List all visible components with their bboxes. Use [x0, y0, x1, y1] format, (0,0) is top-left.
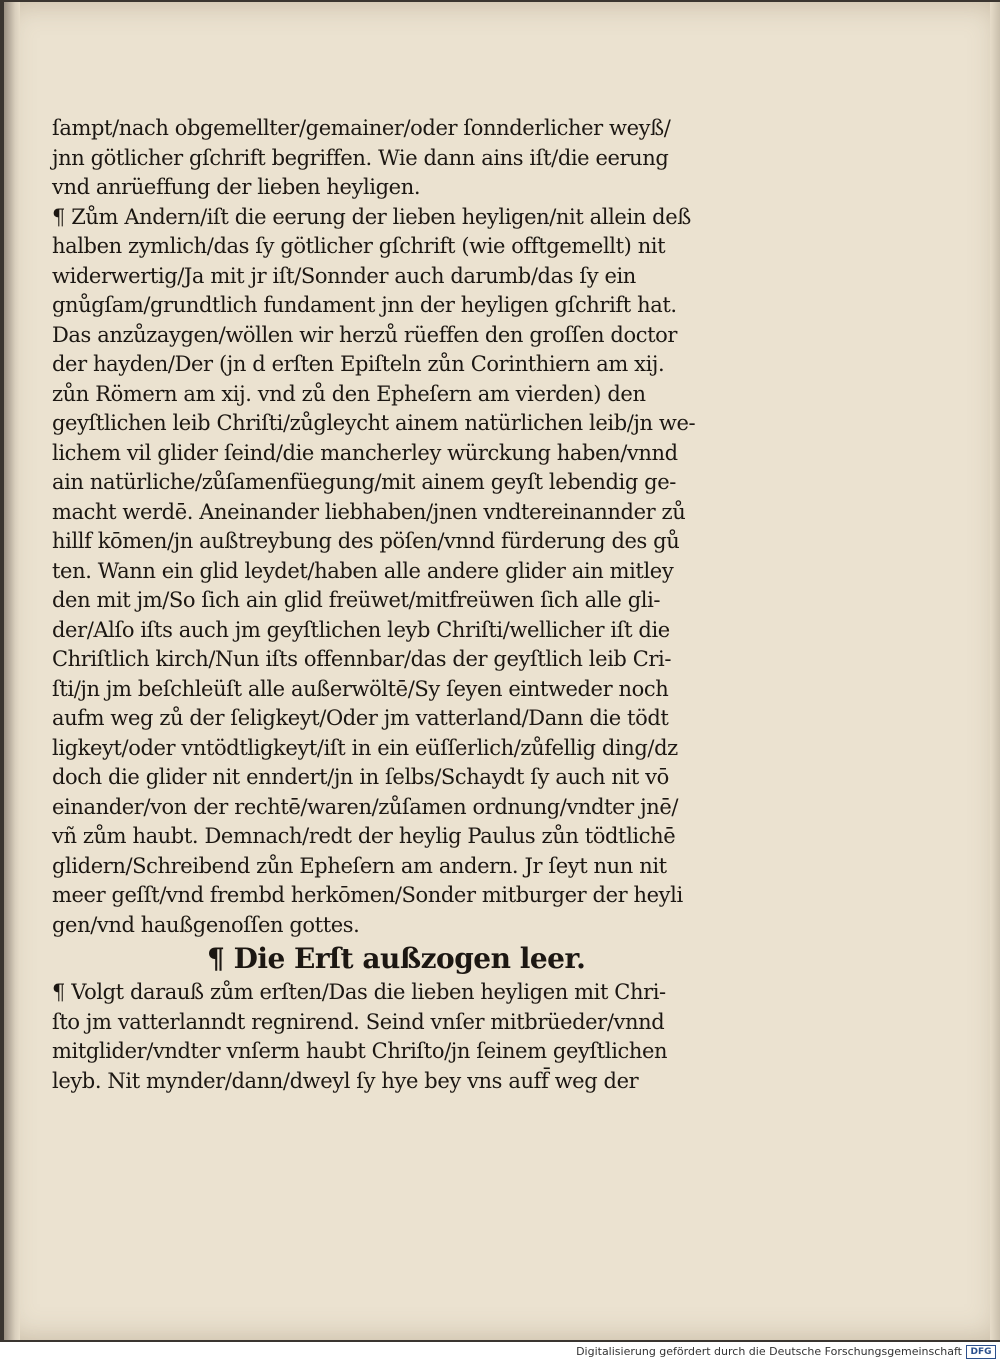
text-line: ſampt/nach obgemellter/gemainer/oder ſonnderlicher weyß/: [52, 116, 671, 140]
text-line: ¶ Volgt darauß zům erſten/Das die lieben heyligen mit Chri-: [52, 980, 666, 1004]
text-line: aufm weg zů der ſeligkeyt/Oder jm vatterland/Dann die tödt: [52, 706, 669, 730]
text-line: Das anzůzaygen/wöllen wir herzů rüeffen den groſſen doctor: [52, 322, 678, 347]
dfg-logo-icon: DFG: [966, 1345, 996, 1359]
page-right-edge: [990, 2, 1000, 1340]
text-line: lichem vil glider ſeind/die mancherley würckung haben/vnnd: [52, 440, 678, 465]
text-line: Chriſtlich kirch/Nun iſts offennbar/das der geyſtlich leib Cri-: [52, 647, 672, 671]
book-page: [4, 2, 1000, 1340]
page-spine-edge: [4, 2, 20, 1340]
text-line: meer geſſt/vnd frembd herkōmen/Sonder mitburger der heyli: [52, 883, 683, 907]
text-line: jnn götlicher gſchrift begriffen. Wie dann ains iſt/die eerung: [52, 145, 669, 170]
text-line: der hayden/Der (jn d erſten Epiſteln zůn Corinthiern am xij.: [52, 352, 665, 376]
text-line: ligkeyt/oder vntödtligkeyt/iſt in ein eüſſerlich/zůfellig ding/dz: [52, 735, 678, 760]
text-line: halben zymlich/das ſy götlicher gſchrift (wie offtgemellt) nit: [52, 234, 666, 258]
footer-bar: [0, 1342, 1000, 1362]
text-line: macht werdē. Aneinander liebhaben/jnen vndtereinannder zů: [52, 499, 686, 524]
text-line: ten. Wann ein glid leydet/haben alle andere glider ain mitley: [52, 558, 674, 583]
text-line: zůn Römern am xij. vnd zů den Epheſern am vierden) den: [52, 381, 646, 406]
text-line: hillf kōmen/jn außtreybung des pöſen/vnnd fürderung des gů: [52, 529, 680, 553]
text-line: den mit jm/So ſich ain glid freüwet/mitfreüwen ſich alle gli-: [52, 588, 661, 612]
text-line: doch die glider nit enndert/jn in ſelbs/Schaydt ſy auch nit vō: [52, 765, 669, 789]
text-line: leyb. Nit mynder/dann/dweyl ſy hye bey vns auff̄ weg der: [52, 1068, 639, 1093]
text-line: ſto jm vatterlanndt regnirend. Seind vnſer mitbrüeder/vnnd: [52, 1009, 665, 1034]
text-line: ain natürliche/zůſamenfüegung/mit ainem geyſt lebendig ge-: [52, 470, 676, 494]
text-line: vnd anrüeffung der lieben heyligen.: [52, 175, 421, 199]
text-line: ¶ Zům Andern/iſt die eerung der lieben heyligen/nit allein deß: [52, 204, 691, 229]
text-line: ſti/jn jm beſchleüſt alle außerwöltē/Sy ſeyen eintweder noch: [52, 676, 669, 701]
text-line: gen/vnd haußgenoſſen gottes.: [52, 912, 360, 937]
text-block: [52, 114, 752, 1096]
text-line: widerwertig/Ja mit jr iſt/Sonnder auch darumb/das ſy ein: [52, 263, 636, 288]
text-line: geyſtlichen leib Chriſti/zůgleycht ainem natürlichen leib/jn we-: [52, 411, 696, 435]
text-line: vñ zům haubt. Demnach/redt der heylig Paulus zůn tödtlichē: [52, 824, 676, 848]
text-line: glidern/Schreibend zůn Epheſern am andern. Jr ſeyt nun nit: [52, 853, 667, 878]
section-heading: ¶ Die Erſt außzogen leer.: [207, 942, 586, 975]
text-line: einander/von der rechtē/waren/zůſamen ordnung/vndter jnē/: [52, 794, 679, 819]
text-line: mitglider/vndter vnſerm haubt Chriſto/jn ſeinem geyſtlichen: [52, 1039, 668, 1063]
text-line: der/Alſo iſts auch jm geyſtlichen leyb Chriſti/wellicher iſt die: [52, 617, 670, 642]
funding-credit: Digitalisierung gefördert durch die Deutsche Forschungsgemeinschaft: [576, 1345, 962, 1358]
text-line: gnůgſam/grundtlich fundament jnn der heyligen gſchrift hat.: [52, 293, 677, 317]
